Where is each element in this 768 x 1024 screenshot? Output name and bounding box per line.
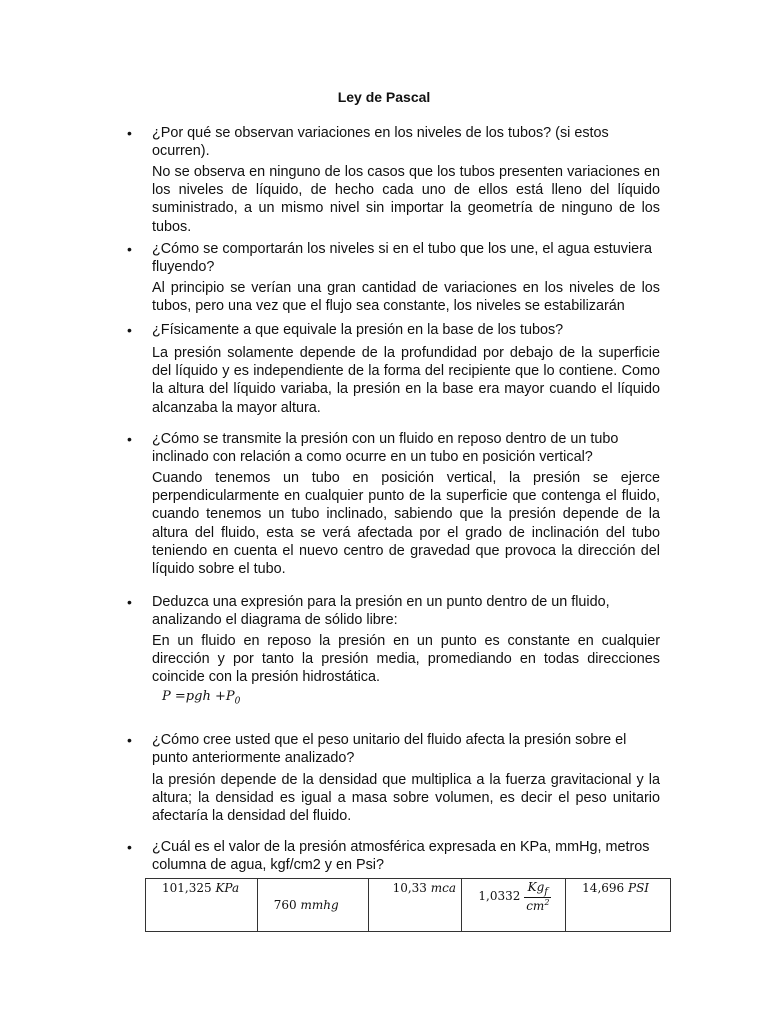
kgf-den-text: cm (526, 899, 545, 914)
mca-value: 10,33 (392, 881, 427, 895)
bullet-6: • (127, 732, 132, 748)
pressure-formula (162, 689, 240, 707)
kgf-num-sub: f (544, 886, 548, 898)
formula-plus-term: P (225, 689, 235, 704)
question-3: ¿Físicamente a que equivale la presión en la base de los tubos? (152, 322, 564, 338)
bullet-5: • (127, 594, 132, 610)
question-6: ¿Cómo cree usted que el peso unitario del fluido afecta la presión sobre el punto anteriormente analizado? (152, 732, 627, 766)
question-1: ¿Por qué se observan variaciones en los niveles de los tubos? (si estos ocurren). (152, 125, 609, 159)
cell-mmhg (257, 879, 368, 932)
answer-1: No se observa en ninguno de los casos que los tubos presenten variaciones en los niveles de líquido, de hecho cada uno de ellos está lleno del líquido suministrado, a un mismo nivel sin importar la geometría de ninguno de los tubos. (152, 164, 660, 235)
bullet-7: • (127, 839, 132, 855)
psi-value: 14,696 (582, 881, 625, 895)
question-2: ¿Cómo se comportarán los niveles si en el tubo que los une, el agua estuviera fluyendo? (152, 241, 652, 275)
bullet-3: • (127, 322, 132, 338)
cell-psi (566, 879, 671, 932)
bullet-1: • (127, 125, 132, 141)
kgf-denominator (524, 898, 551, 913)
bullet-2: • (127, 241, 132, 257)
question-7: ¿Cuál es el valor de la presión atmosférica expresada en KPa, mmHg, metros columna de agua, kgf/cm2 y en Psi? (152, 839, 650, 873)
formula-plus: + (214, 689, 226, 704)
kgf-text (478, 880, 551, 913)
formula-subscript: 0 (234, 696, 241, 707)
psi-unit: PSI (628, 881, 650, 895)
mmhg-value: 760 (273, 898, 297, 912)
answer-4: Cuando tenemos un tubo en posición vertical, la presión se ejerce perpendicularmente en cualquier punto de la superficie que contenga el fluido, cuando tenemos un tubo inclinado, sabiendo que la presión depende de la altura del fluido, esta se verá afectada por el grado de inclinación del tubo teniendo en cuenta el nuevo centro de gravedad que provoca la dirección del líquido sobre el tubo. (152, 470, 660, 578)
mmhg-unit: mmhg (300, 898, 339, 912)
pressure-table (145, 878, 671, 932)
mca-text (393, 881, 456, 895)
question-4: ¿Cómo se transmite la presión con un fluido en reposo dentro de un tubo inclinado con relación a como ocurre en un tubo en posición vertical? (152, 431, 619, 465)
kpa-unit: KPa (215, 881, 240, 895)
cell-mca (368, 879, 462, 932)
kgf-fraction (524, 880, 551, 913)
kgf-num-text: Kg (527, 880, 545, 894)
formula-equals: = (174, 689, 186, 704)
answer-3: La presión solamente depende de la profundidad por debajo de la superficie del líquido y es independiente de la forma del recipiente que lo contiene. Como la altura del líquido variaba, la presión en la base era mayor cuando el líquido alcanzaba la mayor altura. (152, 345, 660, 416)
kpa-value: 101,325 (162, 881, 212, 895)
kpa-text (162, 881, 239, 895)
mca-unit: mca (430, 881, 457, 895)
bullet-4: • (127, 431, 132, 447)
answer-5: En un fluido en reposo la presión en un punto es constante en cualquier dirección y por tanto la presión media, promediando en todas direcciones coincide con la presión hidrostática. (152, 633, 660, 686)
kgf-numerator (524, 880, 551, 898)
psi-text (582, 881, 649, 895)
document-title: Ley de Pascal (337, 89, 431, 105)
kgf-den-sup: 2 (544, 898, 550, 908)
cell-kpa (146, 879, 258, 932)
kgf-value: 1,0332 (478, 889, 521, 904)
answer-2: Al principio se verían una gran cantidad de variaciones en los niveles de los tubos, pero una vez que el flujo sea constante, los niveles se estabilizarán (152, 280, 660, 315)
cell-kgf (462, 879, 566, 932)
formula-lhs: P (162, 689, 171, 704)
answer-6: la presión depende de la densidad que multiplica a la fuerza gravitacional y la altura; la densidad es igual a masa sobre volumen, es decir el peso unitario afectaría la densidad del fluido. (152, 772, 660, 825)
formula-rhs: pgh (185, 689, 211, 704)
mmhg-text (274, 898, 339, 912)
question-5: Deduzca una expresión para la presión en un punto dentro de un fluido, analizando el diagrama de sólido libre: (152, 594, 610, 628)
